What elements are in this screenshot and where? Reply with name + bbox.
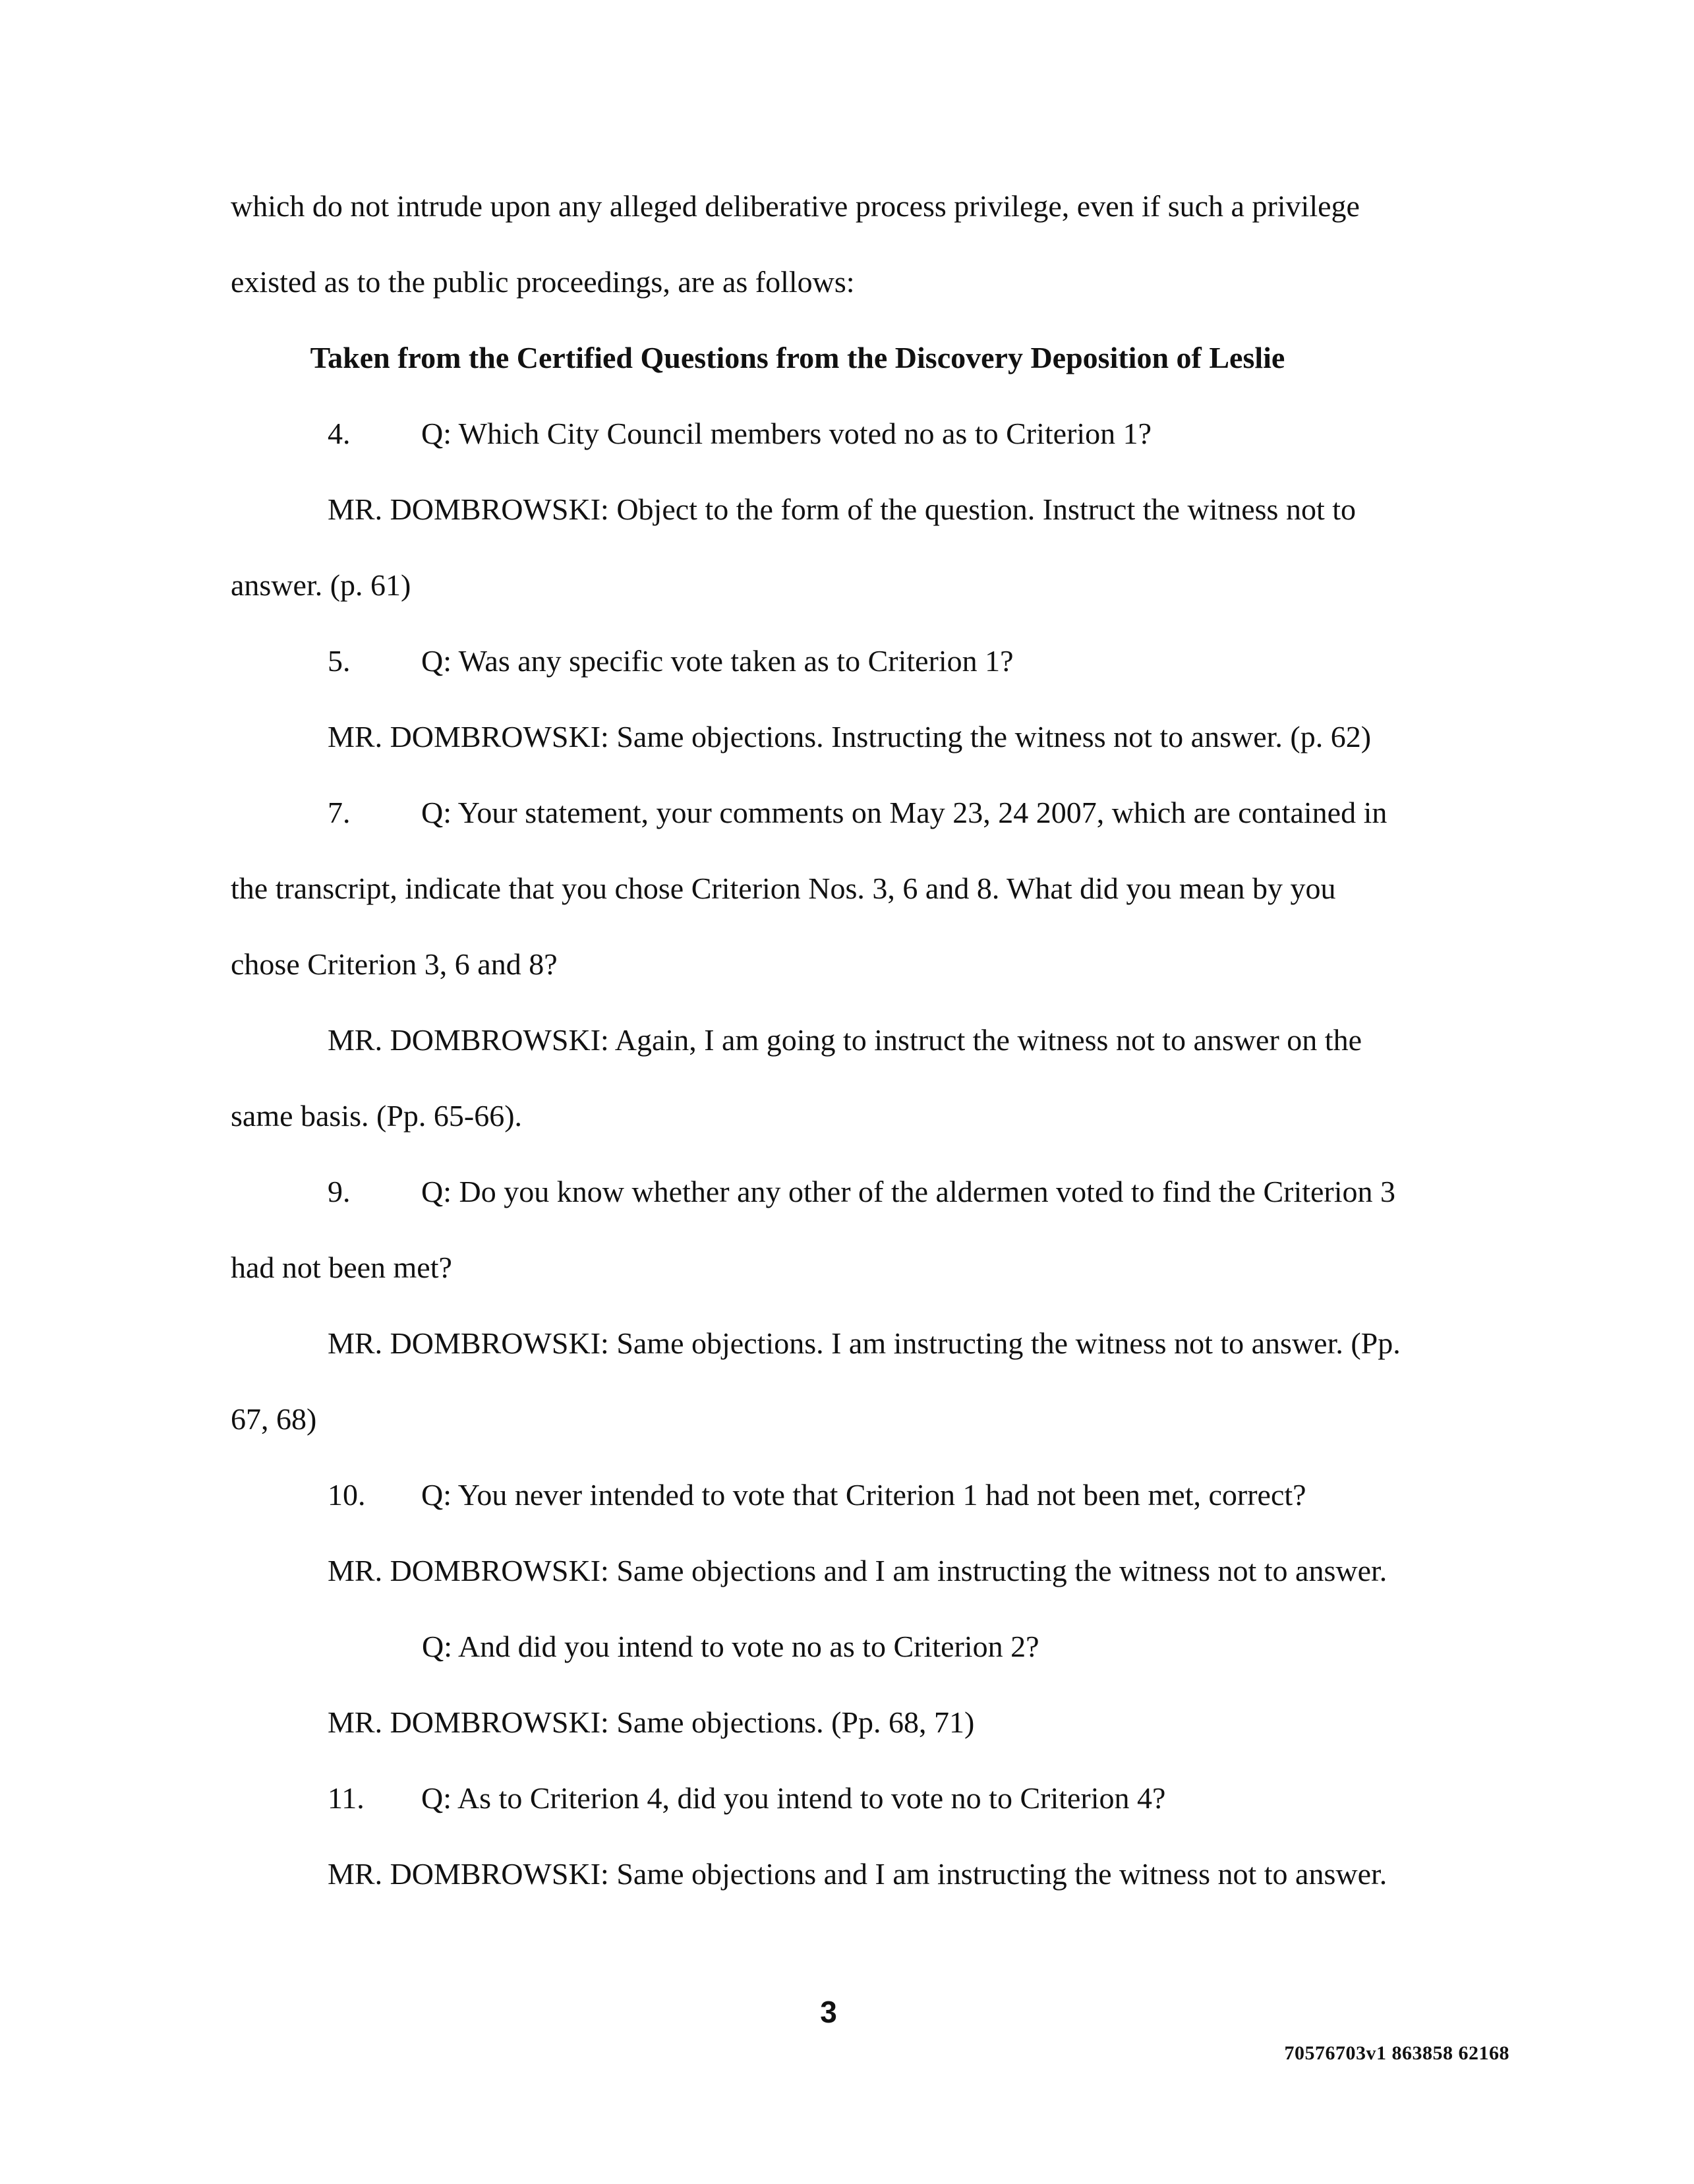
question-text: Q: As to Criterion 4, did you intend to vote no to Criterion 4? (421, 1781, 1166, 1815)
objection-text: MR. DOMBROWSKI: Same objections and I am instructing the witness not to answer. (328, 1857, 1387, 1891)
question-text: Q: And did you intend to vote no as to Criterion 2? (422, 1630, 1039, 1663)
question-item (328, 415, 1152, 452)
question-item (328, 794, 1387, 831)
question-item (328, 1780, 1165, 1817)
question-number: 5. (328, 644, 351, 678)
body-text-line: chose Criterion 3, 6 and 8? (231, 947, 558, 981)
body-text-line: answer. (p. 61) (231, 568, 411, 602)
body-text-line: 67, 68) (231, 1402, 317, 1436)
body-text-line: which do not intrude upon any alleged deliberative process privilege, even if such a privilege (231, 189, 1360, 223)
objection-text: MR. DOMBROWSKI: Again, I am going to instruct the witness not to answer on the (328, 1023, 1362, 1057)
question-number: 10. (328, 1478, 366, 1512)
question-text: Q: Which City Council members voted no as to Criterion 1? (421, 417, 1152, 450)
objection-text: MR. DOMBROWSKI: Object to the form of the question. Instruct the witness not to (328, 492, 1357, 526)
objection-text: MR. DOMBROWSKI: Same objections and I am instructing the witness not to answer. (328, 1554, 1387, 1587)
question-number: 7. (328, 796, 351, 829)
question-item (328, 643, 1014, 680)
question-number: 9. (328, 1175, 351, 1208)
question-text: Q: You never intended to vote that Criterion 1 had not been met, correct? (421, 1478, 1306, 1512)
question-text: Q: Was any specific vote taken as to Criterion 1? (421, 644, 1014, 678)
body-text-line: existed as to the public proceedings, are as follows: (231, 265, 855, 299)
document-id: 70576703v1 863858 62168 (1284, 2042, 1509, 2064)
question-number: 11. (328, 1781, 365, 1815)
body-text-line: same basis. (Pp. 65-66). (231, 1099, 523, 1133)
section-heading: Taken from the Certified Questions from the Discovery Deposition of Leslie (310, 341, 1285, 374)
page-number: 3 (820, 1995, 837, 2029)
question-number: 4. (328, 417, 351, 450)
question-text: Q: Your statement, your comments on May 23, 24 2007, which are contained in (421, 796, 1387, 829)
question-text: Q: Do you know whether any other of the aldermen voted to find the Criterion 3 (421, 1175, 1396, 1208)
body-text-line: had not been met? (231, 1251, 452, 1284)
question-item (328, 1477, 1306, 1514)
objection-text: MR. DOMBROWSKI: Same objections. I am instructing the witness not to answer. (Pp. (328, 1326, 1401, 1360)
question-item (328, 1173, 1395, 1210)
objection-text: MR. DOMBROWSKI: Same objections. (Pp. 68, 71) (328, 1705, 975, 1739)
objection-text: MR. DOMBROWSKI: Same objections. Instructing the witness not to answer. (p. 62) (328, 720, 1372, 753)
body-text-line: the transcript, indicate that you chose Criterion Nos. 3, 6 and 8. What did you mean by you (231, 871, 1336, 905)
